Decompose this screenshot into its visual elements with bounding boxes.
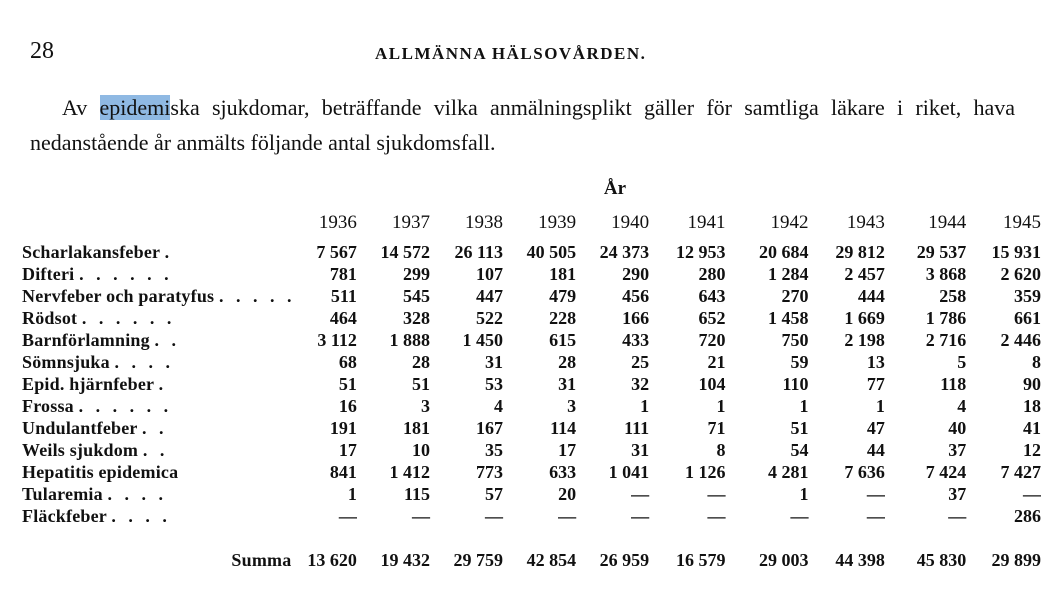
- value-cell: —: [948, 506, 967, 526]
- value-cell: 1: [716, 396, 726, 416]
- year-header: 1941: [687, 212, 726, 233]
- highlighted-text[interactable]: epidemi: [99, 95, 171, 120]
- value-cell: 8: [1032, 352, 1041, 372]
- value-cell: 2 457: [844, 264, 885, 284]
- year-header: 1943: [846, 212, 885, 233]
- intro-text-start: Av: [62, 95, 100, 120]
- value-cell: 107: [476, 264, 504, 284]
- value-cell: 57: [485, 484, 504, 504]
- value-cell: 47: [866, 418, 885, 438]
- value-cell: 3: [420, 396, 430, 416]
- value-cell: 1 888: [389, 330, 430, 350]
- disease-label-cell: [22, 439, 295, 461]
- value-cell: —: [707, 506, 726, 526]
- leader-dots: . . . . . .: [78, 396, 173, 416]
- value-cell: 181: [549, 264, 577, 284]
- value-cell: 328: [402, 308, 430, 328]
- value-cell: —: [631, 506, 650, 526]
- leader-dots: . . . . .: [218, 286, 296, 306]
- value-cell: 1 284: [768, 264, 809, 284]
- disease-label-cell: [22, 329, 295, 351]
- disease-name: Hepatitis epidemica: [22, 462, 179, 482]
- value-cell: 1 669: [844, 308, 885, 328]
- leader-dots: .: [164, 242, 174, 262]
- sum-value-cell: 13 620: [307, 550, 357, 570]
- value-cell: 1 041: [608, 462, 650, 482]
- leader-dots: . . . . . .: [79, 264, 173, 284]
- value-cell: 4: [494, 396, 504, 416]
- value-cell: 7 636: [844, 462, 885, 482]
- disease-name: Undulantfeber: [22, 418, 138, 438]
- disease-label-cell: [22, 417, 295, 439]
- value-cell: 13: [866, 352, 885, 372]
- value-cell: 447: [476, 286, 504, 306]
- table-row: [22, 461, 1041, 483]
- value-cell: 31: [631, 440, 650, 460]
- value-cell: 167: [476, 418, 504, 438]
- year-heading: År: [603, 178, 627, 199]
- sum-value-cell: 29 003: [759, 550, 809, 570]
- value-cell: 44: [866, 440, 885, 460]
- value-cell: 7 427: [1000, 462, 1041, 482]
- value-cell: 8: [716, 440, 726, 460]
- leader-dots: . . . .: [114, 352, 175, 372]
- value-cell: 37: [948, 484, 967, 504]
- value-cell: 1 412: [389, 462, 430, 482]
- value-cell: 2 198: [844, 330, 885, 350]
- sum-label: Summa: [231, 550, 292, 570]
- table-row: [22, 505, 1041, 527]
- value-cell: 118: [940, 374, 967, 394]
- disease-name: Difteri: [22, 264, 75, 284]
- sum-row: [22, 549, 1041, 571]
- leader-dots: . . . .: [107, 484, 168, 504]
- leader-dots: . . . . . .: [81, 308, 176, 328]
- value-cell: —: [866, 484, 885, 504]
- value-cell: 28: [411, 352, 430, 372]
- value-cell: 17: [558, 440, 577, 460]
- year-header: 1942: [770, 212, 809, 233]
- value-cell: 21: [707, 352, 726, 372]
- value-cell: 114: [550, 418, 577, 438]
- value-cell: 181: [402, 418, 430, 438]
- disease-name: Scharlakansfeber: [22, 242, 160, 262]
- value-cell: 433: [622, 330, 650, 350]
- table-row: [22, 351, 1041, 373]
- value-cell: 32: [631, 374, 650, 394]
- value-cell: 286: [1014, 506, 1041, 526]
- value-cell: 444: [857, 286, 885, 306]
- value-cell: 750: [781, 330, 809, 350]
- value-cell: 781: [329, 264, 357, 284]
- value-cell: 479: [549, 286, 577, 306]
- value-cell: 166: [622, 308, 650, 328]
- running-title: ALLMÄNNA HÄLSOVÅRDEN.: [375, 44, 647, 63]
- value-cell: 7 424: [925, 462, 967, 482]
- value-cell: 1 450: [462, 330, 504, 350]
- leader-dots: .: [158, 374, 168, 394]
- value-cell: 456: [622, 286, 650, 306]
- value-cell: 2 446: [1000, 330, 1041, 350]
- value-cell: 110: [782, 374, 809, 394]
- disease-name: Rödsot: [22, 308, 78, 328]
- value-cell: 115: [403, 484, 430, 504]
- year-header: 1945: [1003, 212, 1041, 233]
- value-cell: 2 620: [1000, 264, 1041, 284]
- value-cell: —: [1023, 484, 1041, 504]
- value-cell: 4 281: [768, 462, 809, 482]
- disease-label-cell: [22, 241, 295, 263]
- spacer-row: [22, 527, 1041, 549]
- value-cell: 720: [698, 330, 726, 350]
- value-cell: —: [485, 506, 504, 526]
- value-cell: 464: [329, 308, 357, 328]
- value-cell: 77: [866, 374, 885, 394]
- value-cell: 71: [707, 418, 726, 438]
- value-cell: 59: [790, 352, 809, 372]
- disease-label-cell: [22, 307, 295, 329]
- value-cell: 1: [799, 484, 809, 504]
- value-cell: 51: [338, 374, 357, 394]
- disease-statistics-table: [22, 205, 1041, 571]
- page-number: 28: [30, 38, 54, 64]
- value-cell: 773: [476, 462, 504, 482]
- value-cell: 1: [799, 396, 809, 416]
- disease-name: Tularemia: [22, 484, 103, 504]
- value-cell: 51: [411, 374, 430, 394]
- value-cell: 643: [698, 286, 726, 306]
- value-cell: 20 684: [759, 242, 809, 262]
- disease-label-cell: [22, 373, 295, 395]
- value-cell: 290: [622, 264, 650, 284]
- disease-name: Sömnsjuka: [22, 352, 110, 372]
- value-cell: 16: [338, 396, 357, 416]
- value-cell: 51: [790, 418, 809, 438]
- value-cell: 54: [790, 440, 809, 460]
- disease-label-cell: [22, 461, 295, 483]
- year-header: 1936: [318, 212, 357, 233]
- value-cell: 1 458: [768, 308, 809, 328]
- value-cell: 31: [485, 352, 504, 372]
- year-header: 1937: [391, 212, 430, 233]
- value-cell: 26 113: [454, 242, 504, 262]
- value-cell: 191: [329, 418, 357, 438]
- value-cell: 37: [948, 440, 967, 460]
- value-cell: —: [558, 506, 577, 526]
- table-row: [22, 285, 1041, 307]
- value-cell: 53: [485, 374, 504, 394]
- disease-name: Weils sjukdom: [22, 440, 139, 460]
- value-cell: 258: [939, 286, 967, 306]
- value-cell: 20: [558, 484, 577, 504]
- value-cell: 3: [567, 396, 577, 416]
- value-cell: 522: [476, 308, 504, 328]
- value-cell: 111: [624, 418, 650, 438]
- sum-value-cell: 44 398: [835, 550, 885, 570]
- year-header: 1938: [465, 212, 504, 233]
- value-cell: 104: [698, 374, 726, 394]
- value-cell: 5: [957, 352, 967, 372]
- value-cell: 18: [1023, 396, 1041, 416]
- value-cell: —: [707, 484, 726, 504]
- value-cell: 7 567: [316, 242, 357, 262]
- table-body: [22, 241, 1041, 571]
- disease-name: Frossa: [22, 396, 74, 416]
- leader-dots: . .: [154, 330, 181, 350]
- table-row: [22, 395, 1041, 417]
- sum-value-cell: 16 579: [676, 550, 726, 570]
- value-cell: 40 505: [526, 242, 577, 262]
- disease-label-cell: [22, 285, 295, 307]
- disease-name: Epid. hjärnfeber: [22, 374, 154, 394]
- header-spacer: [22, 205, 295, 241]
- value-cell: 35: [485, 440, 504, 460]
- table-row: [22, 483, 1041, 505]
- value-cell: 29 812: [835, 242, 885, 262]
- value-cell: 24 373: [599, 242, 650, 262]
- value-cell: 25: [631, 352, 650, 372]
- value-cell: 841: [329, 462, 357, 482]
- leader-dots: . .: [142, 440, 169, 460]
- sum-value-cell: 42 854: [526, 550, 577, 570]
- value-cell: 280: [698, 264, 726, 284]
- table-row: [22, 307, 1041, 329]
- value-cell: 68: [338, 352, 357, 372]
- disease-name: Nervfeber och paratyfus: [22, 286, 215, 306]
- value-cell: —: [866, 506, 885, 526]
- table-row: [22, 263, 1041, 285]
- sum-value-cell: 45 830: [916, 550, 967, 570]
- value-cell: 3 868: [925, 264, 967, 284]
- value-cell: 41: [1023, 418, 1041, 438]
- disease-name: Barnförlamning: [22, 330, 150, 350]
- value-cell: 12: [1023, 440, 1041, 460]
- value-cell: —: [411, 506, 430, 526]
- intro-paragraph: [30, 90, 1015, 160]
- value-cell: 1 786: [925, 308, 967, 328]
- value-cell: 28: [558, 352, 577, 372]
- leader-dots: . .: [142, 418, 168, 438]
- disease-name: Fläckfeber: [22, 506, 107, 526]
- table-row: [22, 417, 1041, 439]
- value-cell: —: [338, 506, 357, 526]
- value-cell: 299: [402, 264, 430, 284]
- year-header: 1944: [928, 212, 967, 233]
- value-cell: 12 953: [676, 242, 726, 262]
- value-cell: 615: [549, 330, 577, 350]
- year-header-row: [22, 205, 1041, 241]
- table-row: [22, 329, 1041, 351]
- sum-value-cell: 19 432: [380, 550, 430, 570]
- value-cell: 652: [698, 308, 726, 328]
- value-cell: 15 931: [991, 242, 1041, 262]
- value-cell: 661: [1014, 308, 1041, 328]
- value-cell: 1 126: [685, 462, 726, 482]
- value-cell: 29 537: [916, 242, 967, 262]
- disease-label-cell: [22, 263, 295, 285]
- sum-value-cell: 29 759: [453, 550, 504, 570]
- intro-text-rest: ska sjukdomar, beträffande vilka anmälningsplikt gäller för samtliga läkare i riket, hava nedanstående år anmälts följande antal sjukdomsfall.: [30, 95, 1015, 155]
- value-cell: 545: [402, 286, 430, 306]
- value-cell: 270: [781, 286, 809, 306]
- disease-label-cell: [22, 505, 295, 527]
- value-cell: 3 112: [317, 330, 357, 350]
- disease-label-cell: [22, 395, 295, 417]
- table-row: [22, 373, 1041, 395]
- value-cell: 1: [347, 484, 357, 504]
- year-header: 1939: [538, 212, 577, 233]
- value-cell: 359: [1014, 286, 1041, 306]
- value-cell: 10: [411, 440, 430, 460]
- value-cell: 4: [957, 396, 967, 416]
- value-cell: —: [790, 506, 809, 526]
- value-cell: 228: [549, 308, 577, 328]
- value-cell: 511: [330, 286, 357, 306]
- table-row: [22, 241, 1041, 263]
- value-cell: 1: [640, 396, 650, 416]
- disease-label-cell: [22, 483, 295, 505]
- value-cell: 14 572: [380, 242, 430, 262]
- value-cell: 17: [338, 440, 357, 460]
- value-cell: 90: [1023, 374, 1041, 394]
- value-cell: 633: [549, 462, 577, 482]
- sum-value-cell: 26 959: [599, 550, 650, 570]
- value-cell: 31: [558, 374, 577, 394]
- leader-dots: . . . .: [111, 506, 171, 526]
- value-cell: 2 716: [925, 330, 967, 350]
- table-row: [22, 439, 1041, 461]
- value-cell: —: [631, 484, 650, 504]
- year-header: 1940: [611, 212, 650, 233]
- value-cell: 1: [875, 396, 885, 416]
- value-cell: 40: [948, 418, 967, 438]
- disease-label-cell: [22, 351, 295, 373]
- sum-value-cell: 29 899: [991, 550, 1041, 570]
